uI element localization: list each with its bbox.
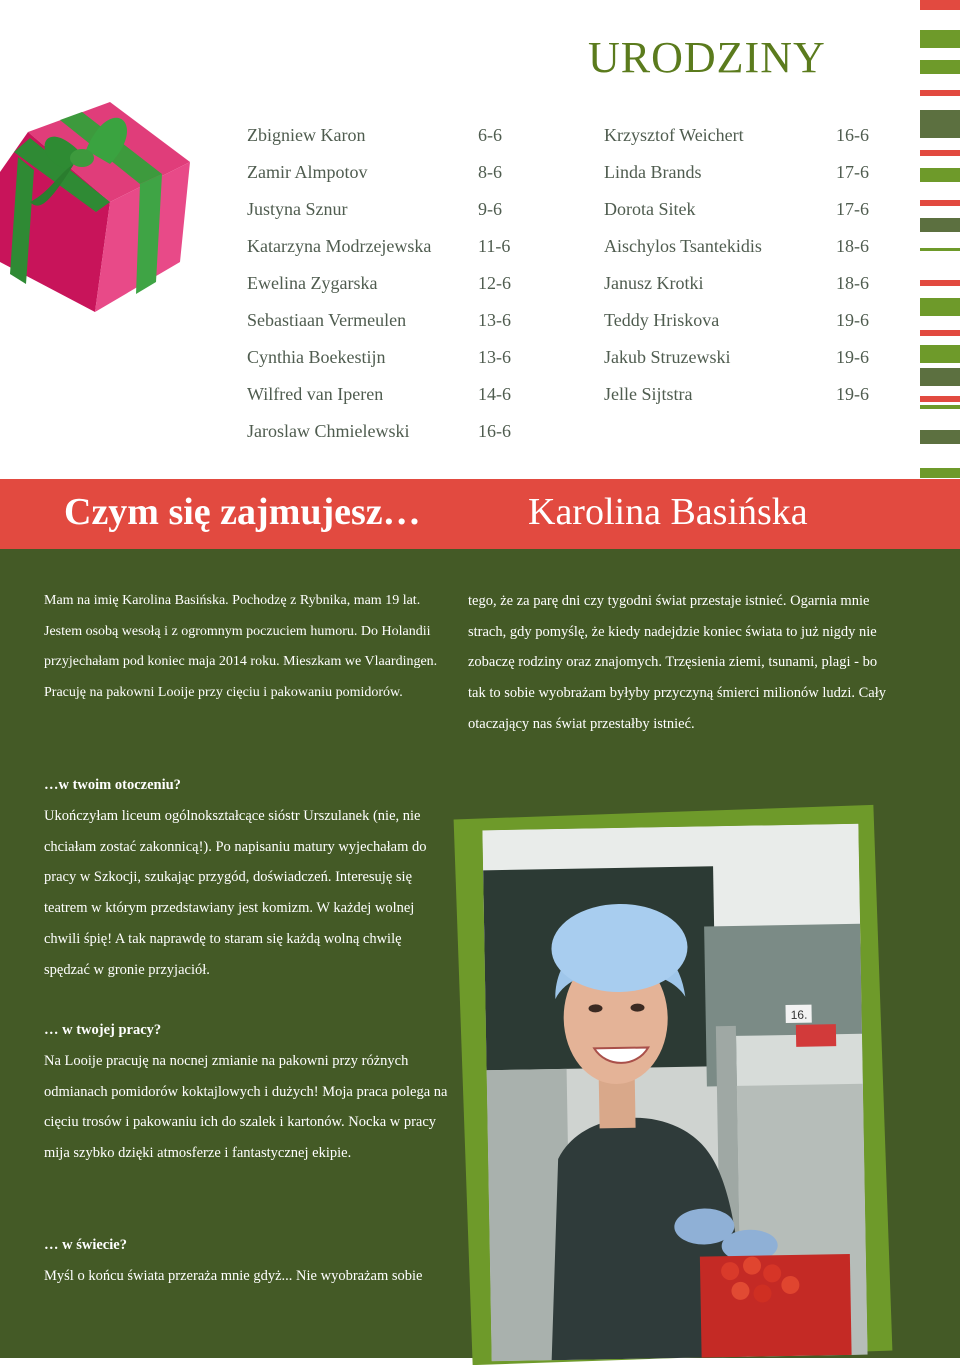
birthday-left-row — [247, 272, 537, 309]
birthday-name: Aischylos Tsantekidis — [604, 236, 762, 256]
birthday-date: 9-6 — [478, 199, 502, 219]
birthday-right-row — [604, 198, 879, 235]
birthday-date: 19-6 — [836, 384, 869, 404]
birthday-left-row — [247, 420, 537, 457]
birthday-name: Jakub Struzewski — [604, 347, 731, 367]
birthday-name: Zamir Almpotov — [247, 162, 368, 182]
birthday-left-row — [247, 161, 537, 198]
birthday-date: 18-6 — [836, 236, 869, 256]
birthday-name: Dorota Sitek — [604, 199, 696, 219]
birthday-name: Sebastiaan Vermeulen — [247, 310, 407, 330]
worker-photo — [482, 824, 867, 1361]
birthday-name: Jaroslaw Chmielewski — [247, 421, 410, 441]
birthday-date: 18-6 — [836, 273, 869, 293]
birthday-name: Katarzyna Modrzejewska — [247, 236, 432, 256]
decorative-stripes — [920, 0, 960, 480]
birthday-date: 13-6 — [478, 347, 511, 367]
birthday-date: 6-6 — [478, 125, 502, 145]
birthday-date: 19-6 — [836, 310, 869, 330]
birthday-date: 14-6 — [478, 384, 511, 404]
birthday-date: 17-6 — [836, 162, 869, 182]
continuation-paragraph: tego, że za parę dni czy tygodni świat przestaje istnieć. Ogarnia mnie strach, gdy pomyślę, że kiedy nadejdzie koniec świata to już nigdy nie zobaczę rodziny oraz znajomych. Trzęsienia ziemi, tsunami, plagi - bo tak to sobie wyobrażam byłyby przyczyną śmierci milionów ludzi. Cały otaczający nas świat przestałby istnieć. — [468, 593, 886, 732]
birthday-right-row — [604, 346, 879, 383]
birthday-name: Janusz Krotki — [604, 273, 704, 293]
birthday-right-row — [604, 235, 879, 272]
birthday-date: 12-6 — [478, 273, 511, 293]
birthday-left-row — [247, 235, 537, 272]
birthday-name: Justyna Sznur — [247, 199, 348, 219]
birthday-date: 19-6 — [836, 347, 869, 367]
birthday-name: Ewelina Zygarska — [247, 273, 378, 293]
birthday-name: Jelle Sijtstra — [604, 384, 693, 404]
question-work: … w twojej pracy? — [44, 1022, 162, 1038]
intro-paragraph: Mam na imię Karolina Basińska. Pochodzę z Rybnika, mam 19 lat. Jestem osobą wesołą i z ogromnym poczuciem humoru. Do Holandii przyjechałam pod koniec maja 2014 roku. Mieszkam we Vlaardingen. Pracuję na pakowni Looije przy cięciu i pakowaniu pomidorów. — [44, 593, 438, 701]
birthday-right-row — [604, 124, 879, 161]
banner-heading: Czym się zajmujesz… — [64, 491, 421, 533]
question-surroundings: …w twoim otoczeniu? — [44, 777, 181, 793]
birthday-right-row — [604, 161, 879, 198]
birthday-name: Zbigniew Karon — [247, 125, 366, 145]
birthday-left-row — [247, 309, 537, 346]
birthday-right-row — [604, 383, 879, 420]
birthday-name: Cynthia Boekestijn — [247, 347, 386, 367]
birthday-date: 16-6 — [478, 421, 511, 441]
birthday-left-row — [247, 346, 537, 383]
birthday-left-row — [247, 124, 537, 161]
answer-surroundings: Ukończyłam liceum ogólnokształcące sióstr Urszulanek (nie, nie chciałam zostać zakonnicą!). Po napisaniu matury wyjechałam do pracy w Szkocji, szukając przygód, doświadczeń. Interesuję się teatrem w którym przedstawiany jest komizm. W każdej wolnej chwili śpię! A tak naprawdę to staram się każdą wolną chwilę spędzać w gronie przyjaciół. — [44, 808, 427, 978]
worker-photo-illustration — [482, 824, 867, 1361]
birthday-date: 8-6 — [478, 162, 502, 182]
birthday-left-row — [247, 198, 537, 235]
birthday-right-row — [604, 272, 879, 309]
birthday-date: 13-6 — [478, 310, 511, 330]
birthday-date: 11-6 — [478, 236, 511, 256]
birthday-right-row — [604, 309, 879, 346]
answer-work: Na Looije pracuję na nocnej zmianie na pakowni przy różnych odmianach pomidorów koktajlowych i dużych! Moja praca polega na cięciu trosów i pakowaniu ich do szalek i kartonów. Nocka w pracy mija szybko dzięki atmosferze i fantastycznej ekipie. — [44, 1053, 448, 1162]
photo-tag-label: 16. — [790, 1007, 808, 1022]
birthday-date: 17-6 — [836, 199, 869, 219]
page-title: URODZINY — [588, 33, 826, 82]
birthday-list-left — [247, 124, 537, 457]
birthday-list-right — [604, 124, 879, 420]
birthday-date: 16-6 — [836, 125, 869, 145]
answer-world: Myśl o końcu świata przeraża mnie gdyż... Nie wyobrażam sobie — [44, 1268, 423, 1284]
birthday-name: Teddy Hriskova — [604, 310, 720, 330]
banner-person-name: Karolina Basińska — [528, 491, 808, 533]
gift-box-image — [0, 52, 200, 312]
question-world: … w świecie? — [44, 1237, 127, 1253]
birthday-name: Linda Brands — [604, 162, 702, 182]
birthday-left-row — [247, 383, 537, 420]
birthday-name: Krzysztof Weichert — [604, 125, 744, 145]
birthday-name: Wilfred van Iperen — [247, 384, 384, 404]
